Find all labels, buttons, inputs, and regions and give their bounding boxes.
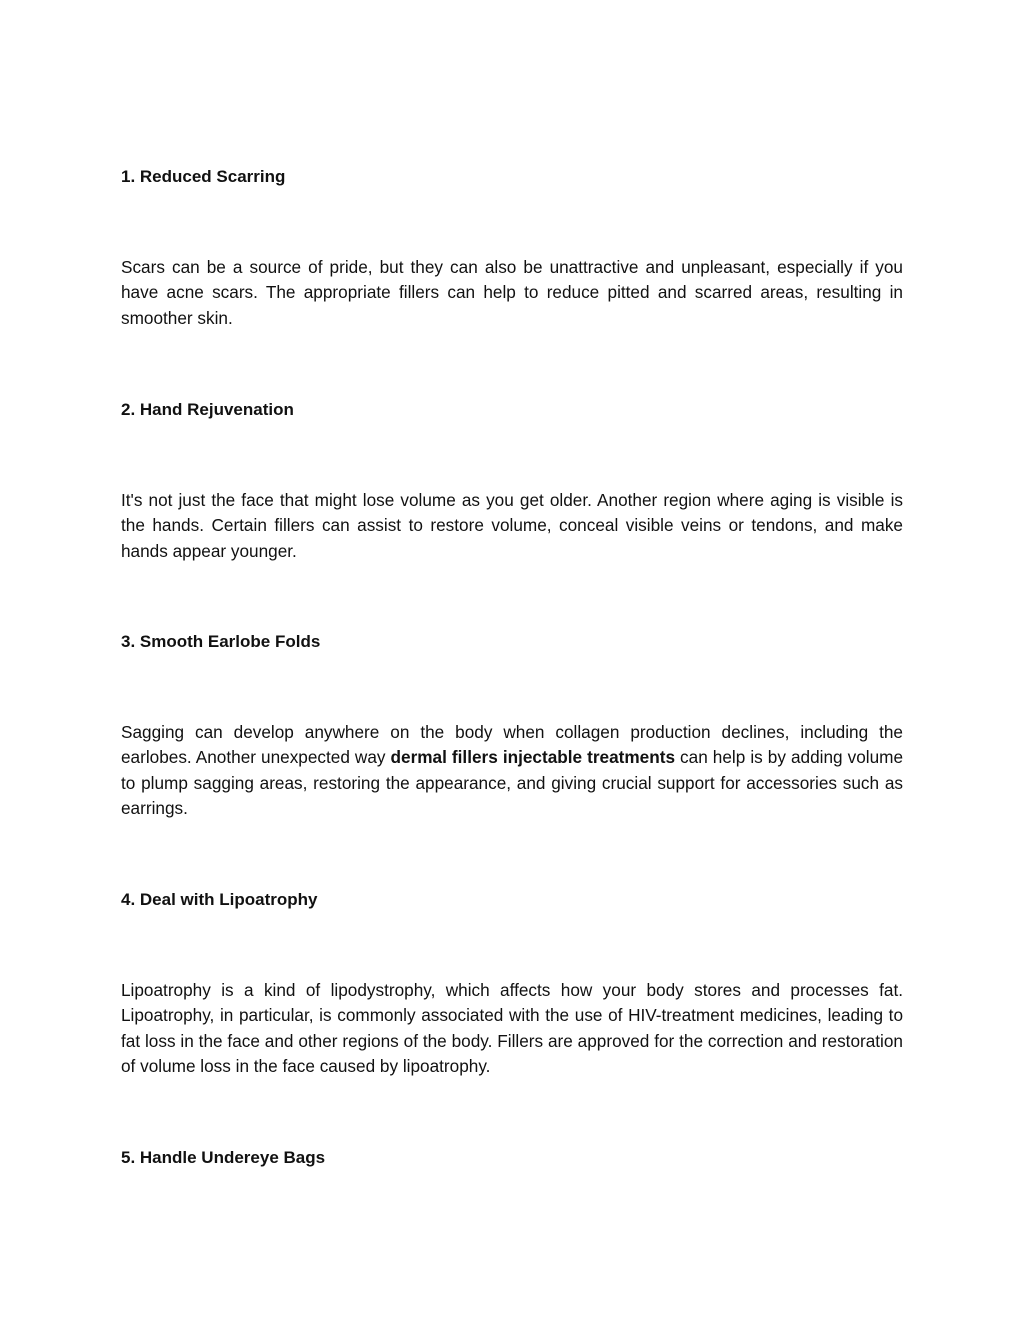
section-body-reduced-scarring: Scars can be a source of pride, but they can also be unattractive and unpleasant, especially if you have acne scars. The appropriate fillers can help to reduce pitted and scarred areas, resulting in smoother skin. [121, 257, 903, 328]
section-heading-smooth-earlobe-folds: 3. Smooth Earlobe Folds [121, 632, 321, 651]
section-heading-deal-with-lipoatrophy: 4. Deal with Lipoatrophy [121, 890, 318, 909]
dermal-fillers-emphasis: dermal fillers injectable treatments [390, 747, 676, 768]
section-heading-handle-undereye-bags: 5. Handle Undereye Bags [121, 1148, 326, 1167]
section-heading-hand-rejuvenation: 2. Hand Rejuvenation [121, 400, 294, 419]
section-heading-reduced-scarring: 1. Reduced Scarring [121, 167, 286, 186]
section-body-smooth-earlobe-folds [121, 720, 903, 821]
body-text-after: can help is by adding volume to plump sagging areas, restoring the appearance, and giving crucial support for accessories such as earrings. [121, 747, 904, 818]
section-body-hand-rejuvenation: It's not just the face that might lose volume as you get older. Another region where aging is visible is the hands. Certain fillers can assist to restore volume, conceal visible veins or tendons, and make hands appear younger. [121, 490, 903, 561]
section-body-deal-with-lipoatrophy: Lipoatrophy is a kind of lipodystrophy, which affects how your body stores and processes fat. Lipoatrophy, in particular, is commonly associated with the use of HIV-treatment medicines, leading to fat loss in the face and other regions of the body. Fillers are approved for the correction and restoration of volume loss in the face caused by lipoatrophy. [121, 980, 903, 1076]
body-text-before: Sagging can develop anywhere on the body when collagen production declines, including the earlobes. Another unexpected way [121, 722, 903, 768]
